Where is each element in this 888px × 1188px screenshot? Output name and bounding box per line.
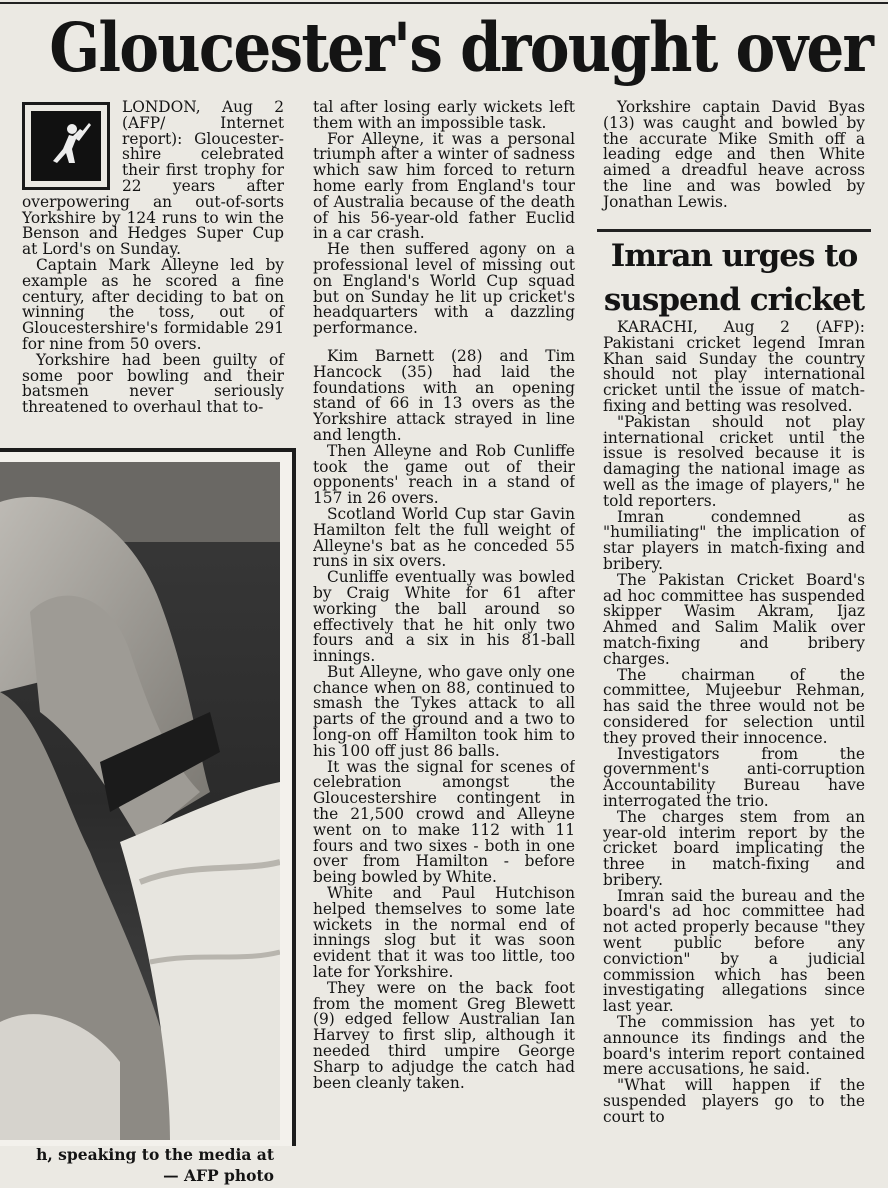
article-paragraph: The commission has yet to announce its findings and the board's interim report contained mere accusations, he said.: [603, 1013, 865, 1079]
article-column-2: [313, 100, 575, 1188]
photo-credit: — AFP photo: [163, 1166, 274, 1185]
article-paragraph: The Pakistan Cricket Board's ad hoc committee has suspended skipper Wasim Akram, Ijaz Ahmed and Salim Malik over match-fixing and bribery charges.: [603, 570, 865, 668]
caption-line: h, speaking to the media at: [36, 1145, 274, 1164]
article-paragraph: Imran said the bureau and the board's ad hoc committee had not acted properly because "they went public before any conviction" by a judicial commission which has been investigating allegations since last year.: [603, 886, 865, 1016]
article-paragraph: Scotland World Cup star Gavin Hamilton felt the full weight of Alleyne's bat as he conceded 55 runs in six overs.: [313, 504, 575, 571]
article-paragraph: It was the signal for scenes of celebration amongst the Gloucestershire contingent in the 21,500 crowd and Alleyne went on to make 112 with 11 fours and two sixes - both in one over from Hamilton - before being bowled by White.: [313, 757, 575, 887]
article-paragraph: They were on the back foot from the moment Greg Blewett (9) edged fellow Australian Ian Harvey to first slip, although it needed third umpire George Sharp to adjudge the catch had been cleanly taken.: [313, 978, 575, 1092]
article-paragraph: "Pakistan should not play international cricket until the issue is resolved because it is damaging the national image as well as the image of players," he told reporters.: [603, 412, 865, 510]
article-column-3: [603, 320, 865, 1126]
article-column-3-top: [603, 100, 865, 211]
sub-headline: Imran urges to suspend cricket: [603, 238, 865, 318]
article-paragraph: Yorkshire captain David Byas (13) was caught and bowled by the accurate Mike Smith off a leading edge and then White aimed a dreadful heave across the line and was bowled by Jonathan Lewis.: [603, 98, 865, 211]
article-paragraph: Yorkshire had been guilty of some poor bowling and their batsmen never seriously threatened to overhaul that to-: [22, 350, 284, 417]
article-paragraph: "What will happen if the suspended players go to the court to: [603, 1076, 865, 1126]
article-column-1: [22, 100, 284, 416]
article-paragraph: LONDON, Aug 2 (AFP/ Internet report): Gloucester-shire celebrated their first trophy for 22 years after overpowering an out-of-sorts Yorkshire by 124 runs to win the Benson and Hedges Super Cup at Lord's on Sunday.: [22, 98, 284, 259]
article-paragraph: Then Alleyne and Rob Cunliffe took the game out of their opponents' reach in a stand of 157 in 26 overs.: [313, 441, 575, 508]
press-photo: [0, 462, 280, 1140]
article-paragraph: KARACHI, Aug 2 (AFP): Pakistani cricket legend Imran Khan said Sunday the country should not play international cricket until the issue of match-fixing and betting was resolved.: [603, 318, 865, 415]
article-paragraph: Cunliffe eventually was bowled by Craig White for 61 after working the ball around so effectively that he hit only two fours and a six in his 81-ball innings.: [313, 568, 575, 666]
cricket-batsman-icon: [22, 102, 110, 190]
article-paragraph: Captain Mark Alleyne led by example as he scored a fine century, after deciding to bat on winning the toss, out of Gloucestershire's formidable 291 for nine from 50 overs.: [22, 255, 284, 353]
section-divider: [597, 229, 871, 232]
article-paragraph: But Alleyne, who gave only one chance when on 88, continued to smash the Tykes attack to all parts of the ground and a two to long-on off Hamilton took him to his 100 off just 86 balls.: [313, 662, 575, 760]
article-paragraph: The charges stem from an year-old interim report by the cricket board implicating the three in match-fixing and bribery.: [603, 807, 865, 889]
article-paragraph: The chairman of the committee, Mujeebur Rehman, has said the three would not be considered for selection until they proved their innocence.: [603, 665, 865, 747]
headline: Gloucester's drought over: [49, 8, 873, 87]
article-paragraph: White and Paul Hutchison helped themselves to some late wickets in the normal end of innings slog but it was soon evident that it was too little, too late for Yorkshire.: [313, 884, 575, 982]
article-paragraph: Investigators from the government's anti-corruption Accountability Bureau have interrogated the trio.: [603, 744, 865, 810]
article-paragraph: Kim Barnett (28) and Tim Hancock (35) had laid the foundations with an opening stand of 66 in 13 overs as the Yorkshire attack strayed in line and length.: [313, 346, 575, 444]
article-paragraph: Imran condemned as "humiliating" the implication of star players in match-fixing and bribery.: [603, 507, 865, 573]
article-paragraph: tal after losing early wickets left them with an impossible task.: [313, 100, 575, 132]
article-paragraph: For Alleyne, it was a personal triumph after a winter of sadness which saw him forced to return home early from England's tour of Australia because of the death of his 56-year-old father Euclid in a car crash.: [313, 129, 575, 243]
article-paragraph: He then suffered agony on a professional level of missing out on England's World Cup squad but on Sunday he lit up cricket's headquarters with a dazzling performance.: [313, 240, 575, 338]
